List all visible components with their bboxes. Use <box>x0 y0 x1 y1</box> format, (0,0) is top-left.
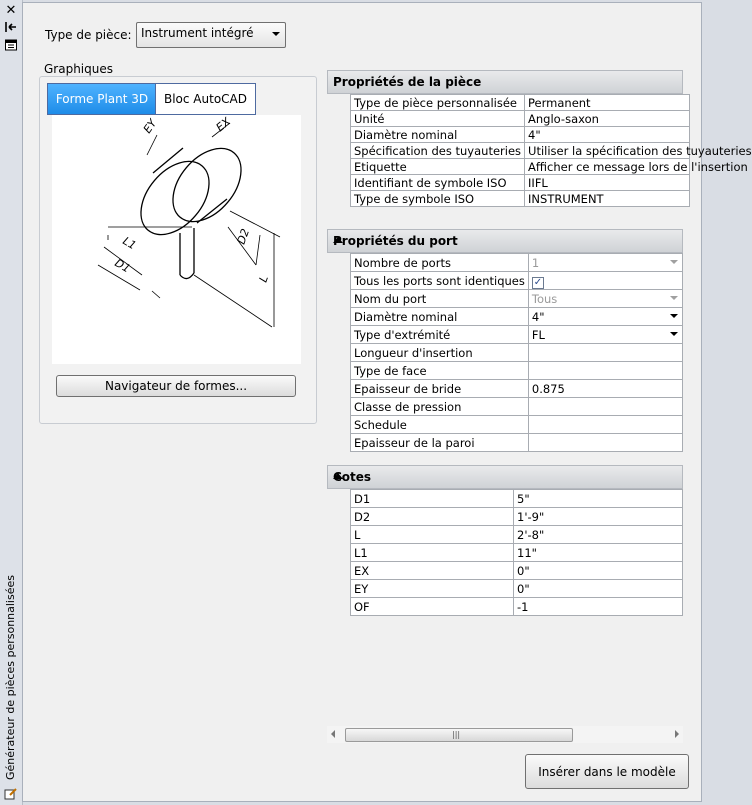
dimensions-table <box>350 489 683 616</box>
part-properties-title: Propriétés de la pièce <box>333 75 482 89</box>
property-value-text: 1 <box>531 255 540 270</box>
property-name: L <box>351 526 514 544</box>
property-value[interactable] <box>528 344 682 362</box>
property-value-text: Utiliser la spécification des tuyauteries <box>528 143 752 158</box>
property-value-text: 0.875 <box>531 381 565 396</box>
collapse-icon[interactable] <box>333 237 343 243</box>
scrollbar-thumb[interactable] <box>345 728 573 742</box>
table-row[interactable] <box>351 175 690 191</box>
table-row[interactable] <box>351 526 683 544</box>
table-row[interactable] <box>351 380 683 398</box>
table-row[interactable] <box>351 562 683 580</box>
shape-browser-button[interactable] <box>56 375 296 397</box>
tab-bloc-autocad-label: Bloc AutoCAD <box>163 92 247 106</box>
preview-label-d1: D1 <box>112 256 133 276</box>
chevron-down-icon[interactable] <box>670 332 678 336</box>
property-value[interactable] <box>514 562 683 580</box>
property-value[interactable] <box>525 111 690 127</box>
property-value-text: Tous <box>531 291 558 306</box>
tab-bloc-autocad[interactable] <box>155 83 256 115</box>
property-name: Diamètre nominal <box>351 127 525 143</box>
property-value-text: 2'-8" <box>517 527 545 542</box>
property-name: Type de face <box>351 362 529 380</box>
property-value[interactable] <box>528 290 682 308</box>
chevron-down-icon <box>272 32 280 36</box>
property-value[interactable] <box>528 362 682 380</box>
scroll-right-icon[interactable] <box>675 730 679 738</box>
table-row[interactable] <box>351 111 690 127</box>
property-name: Nom du port <box>351 290 529 308</box>
property-name: Schedule <box>351 416 529 434</box>
tab-forme-plant-3d[interactable] <box>47 83 157 115</box>
property-value[interactable] <box>525 175 690 191</box>
wrench-icon[interactable] <box>4 786 18 800</box>
port-properties-header[interactable] <box>327 229 683 253</box>
dimensions-header[interactable] <box>327 465 683 489</box>
table-row[interactable] <box>351 490 683 508</box>
preview-label-l1: L1 <box>120 234 139 253</box>
horizontal-scrollbar[interactable] <box>327 726 683 743</box>
insert-into-model-button-label: Insérer dans le modèle <box>538 764 676 779</box>
shape-preview <box>52 115 301 364</box>
table-row[interactable] <box>351 344 683 362</box>
property-name: Classe de pression <box>351 398 529 416</box>
insert-into-model-button[interactable] <box>525 754 689 789</box>
table-row[interactable] <box>351 127 690 143</box>
property-name: OF <box>351 598 514 616</box>
property-value[interactable] <box>525 127 690 143</box>
scroll-left-icon[interactable] <box>331 730 335 738</box>
property-value-text: 0" <box>517 581 530 596</box>
port-properties-table <box>350 253 683 452</box>
property-name: Longueur d'insertion <box>351 344 529 362</box>
table-row[interactable] <box>351 398 683 416</box>
property-value-text: 4" <box>531 309 545 324</box>
preview-label-l: L <box>256 273 271 285</box>
preview-label-ex: EX <box>213 115 234 135</box>
port-properties-grid <box>327 229 683 452</box>
property-value[interactable] <box>525 191 690 207</box>
property-value-text: 0" <box>517 563 530 578</box>
property-value[interactable] <box>525 159 748 175</box>
property-name: Nombre de ports <box>351 254 529 272</box>
property-value[interactable] <box>514 490 683 508</box>
chevron-down-icon[interactable] <box>670 314 678 318</box>
property-name: Epaisseur de bride <box>351 380 529 398</box>
property-name: Type de pièce personnalisée <box>351 95 525 111</box>
close-icon[interactable]: ✕ <box>5 2 17 18</box>
property-value-text: INSTRUMENT <box>528 191 604 206</box>
property-value[interactable] <box>528 254 682 272</box>
property-value-text: Afficher ce message lors de l'insertion <box>528 159 748 174</box>
port-properties-title: Propriétés du port <box>333 234 458 248</box>
property-name: Etiquette <box>351 159 525 175</box>
property-value[interactable] <box>514 526 683 544</box>
property-value-text: 11" <box>517 545 537 560</box>
part-properties-grid <box>327 70 752 207</box>
property-name: Diamètre nominal <box>351 308 529 326</box>
autohide-icon[interactable] <box>4 20 18 34</box>
property-value[interactable] <box>514 580 683 598</box>
property-value[interactable] <box>514 544 683 562</box>
grip-icon: ||| <box>452 730 461 739</box>
property-value[interactable] <box>525 143 752 159</box>
property-name: Identifiant de symbole ISO <box>351 175 525 191</box>
part-properties-table <box>350 94 752 207</box>
property-value[interactable] <box>514 598 683 616</box>
property-name: Type de symbole ISO <box>351 191 525 207</box>
table-row[interactable] <box>351 308 683 326</box>
table-row[interactable] <box>351 598 683 616</box>
property-value[interactable] <box>514 508 683 526</box>
table-row[interactable] <box>351 143 690 159</box>
table-row[interactable] <box>351 95 690 111</box>
table-row[interactable] <box>351 326 683 344</box>
property-name: D2 <box>351 508 514 526</box>
property-name: Tous les ports sont identiques <box>351 272 529 290</box>
property-value-text: Permanent <box>528 95 591 110</box>
property-value[interactable] <box>528 326 682 344</box>
property-name: D1 <box>351 490 514 508</box>
table-row[interactable] <box>351 544 683 562</box>
table-row[interactable] <box>351 508 683 526</box>
property-value[interactable] <box>528 434 682 452</box>
property-value-text: -1 <box>517 599 529 614</box>
checkbox[interactable]: ✓ <box>533 277 543 288</box>
property-name: EY <box>351 580 514 598</box>
property-value[interactable] <box>525 95 690 111</box>
table-row[interactable] <box>351 272 683 290</box>
palette-title-text: Générateur de pièces personnalisées <box>4 575 17 780</box>
table-row[interactable] <box>351 434 683 452</box>
property-name: Epaisseur de la paroi <box>351 434 529 452</box>
palette-title <box>3 575 19 780</box>
property-name: EX <box>351 562 514 580</box>
collapse-icon[interactable] <box>333 473 343 479</box>
property-value[interactable] <box>528 398 682 416</box>
property-value-text: 5" <box>517 491 530 506</box>
main-panel <box>22 2 752 802</box>
part-type-dropdown[interactable] <box>136 22 286 48</box>
table-row[interactable] <box>351 191 690 207</box>
graphics-group-label: Graphiques <box>44 62 113 76</box>
part-properties-header[interactable] <box>327 70 683 94</box>
property-value-text: 4" <box>528 127 541 142</box>
table-row[interactable] <box>351 416 683 434</box>
shape-browser-button-label: Navigateur de formes... <box>104 379 248 393</box>
tab-forme-plant-3d-label: Forme Plant 3D <box>55 92 149 106</box>
palette-title-strip <box>0 0 23 805</box>
properties-icon[interactable] <box>4 38 18 52</box>
property-name: Type d'extrémité <box>351 326 529 344</box>
property-value[interactable] <box>528 380 682 398</box>
part-type-label: Type de pièce: <box>45 28 132 42</box>
table-row[interactable] <box>351 254 683 272</box>
table-row[interactable] <box>351 362 683 380</box>
table-row[interactable] <box>351 290 683 308</box>
preview-label-ey: EY <box>140 117 160 136</box>
part-type-value: Instrument intégré <box>141 26 254 40</box>
property-value-text: 1'-9" <box>517 509 545 524</box>
property-name: Unité <box>351 111 525 127</box>
dimensions-title: Cotes <box>333 470 372 484</box>
property-value[interactable] <box>528 308 682 326</box>
property-value-text: IIFL <box>528 175 548 190</box>
table-row[interactable] <box>351 580 683 598</box>
property-name: L1 <box>351 544 514 562</box>
preview-label-d2: D2 <box>234 227 253 247</box>
chevron-down-icon[interactable] <box>670 260 678 264</box>
table-row[interactable] <box>351 159 690 175</box>
property-value[interactable] <box>528 272 682 290</box>
property-name: Spécification des tuyauteries <box>351 143 525 159</box>
property-value[interactable] <box>528 416 682 434</box>
property-value-text: Anglo-saxon <box>528 111 599 126</box>
dimensions-grid <box>327 465 683 616</box>
chevron-down-icon[interactable] <box>670 296 678 300</box>
property-value-text: FL <box>531 327 545 342</box>
